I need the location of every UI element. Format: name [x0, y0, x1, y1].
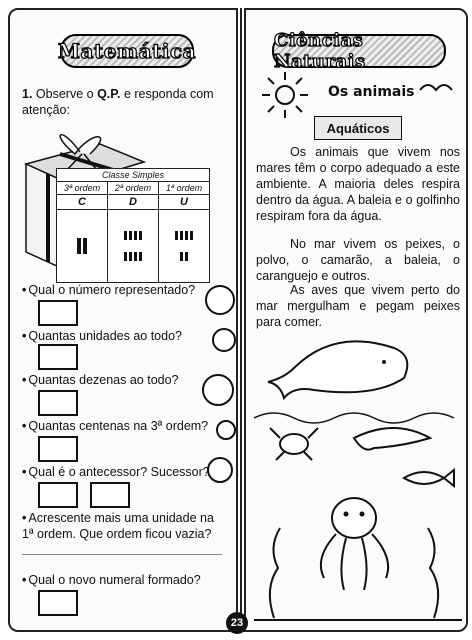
tally-bar — [129, 231, 132, 240]
dolphin-icon — [354, 428, 430, 450]
question-bullet-1: • Qual o número representado? — [22, 283, 196, 297]
table-order-3: 3ª ordem — [57, 182, 108, 195]
tally-bar — [180, 252, 183, 261]
math-column — [10, 10, 238, 630]
question-5-label: Qual é o antecessor? Sucessor? — [28, 465, 210, 479]
table-letter-u: U — [159, 195, 210, 210]
question-bullet-2: • Quantas unidades ao todo? — [22, 329, 182, 343]
question-6-label: Acrescente mais uma unidade na 1ª ordem. Que ordem ficou vazia? — [22, 511, 214, 541]
tally-bar — [83, 238, 87, 254]
tally-bar — [180, 231, 183, 240]
question-1-bold: Q.P. — [97, 87, 121, 101]
paragraph-3: As aves que vivem perto do mar mergulham e pegam peixes para comer. — [256, 283, 460, 329]
table-letter-d: D — [108, 195, 159, 210]
table-letter-c: C — [57, 195, 108, 210]
tally-bar — [139, 252, 142, 261]
sun-icon — [260, 70, 310, 120]
question-bullet-3: • Quantas dezenas ao todo? — [22, 373, 179, 387]
question-1 — [22, 86, 234, 118]
whale-icon — [268, 341, 407, 398]
table-title: Classe Simples — [57, 169, 210, 182]
tally-bar — [175, 231, 178, 240]
tally-bar — [185, 252, 188, 261]
answer-box-4[interactable] — [38, 436, 78, 462]
paragraph-2: No mar vivem os peixes, o polvo, o camarão, a baleia, o caranguejo e outros. — [256, 237, 460, 283]
answer-box-2[interactable] — [38, 344, 78, 370]
question-1-text-b: e responda com atenção: — [22, 87, 214, 117]
answer-box-5b[interactable] — [90, 482, 130, 508]
question-1-label: Qual o número representado? — [28, 283, 196, 297]
tally-bar — [185, 231, 188, 240]
bars-c — [76, 226, 88, 266]
bars-d — [123, 226, 143, 266]
octopus-icon — [332, 498, 376, 538]
table-order-2: 2ª ordem — [108, 182, 159, 195]
math-banner: Matemática — [60, 34, 194, 68]
science-column — [250, 10, 466, 630]
question-1-number: 1. — [22, 87, 33, 101]
place-value-table — [56, 168, 210, 283]
science-banner: Ciências Naturais — [272, 34, 446, 68]
tally-bar — [134, 231, 137, 240]
bubbles-decoration — [200, 280, 240, 520]
tally-bar — [124, 252, 127, 261]
subsection-label: Aquáticos — [314, 116, 402, 140]
tally-bar — [77, 238, 81, 254]
question-bullet-6: • Acrescente mais uma unidade na 1ª ordem. Que ordem ficou vazia? — [22, 511, 214, 541]
question-1-text-a: Observe o — [35, 87, 98, 101]
section-title: Os animais — [328, 84, 415, 100]
table-order-1: 1ª ordem — [159, 182, 210, 195]
question-bullet-7: • Qual o novo numeral formado? — [22, 573, 201, 587]
paragraph-1: Os animais que vivem nos mares têm o corpo adequado a este ambiente. A maioria deles respira dentro da água. A baleia e o golfinho respiram fora da água. — [256, 145, 460, 223]
tally-bar — [134, 252, 137, 261]
answer-box-5a[interactable] — [38, 482, 78, 508]
answer-box-3[interactable] — [38, 390, 78, 416]
question-bullet-5: • Qual é o antecessor? Sucessor? — [22, 465, 210, 479]
bird-icon — [418, 76, 458, 106]
table-cell-d — [108, 210, 159, 283]
fish-icon — [404, 470, 454, 486]
bars-u — [174, 226, 194, 266]
answer-box-1[interactable] — [38, 300, 78, 326]
table-cell-c — [57, 210, 108, 283]
answer-box-7[interactable] — [38, 590, 78, 616]
crab-icon — [280, 434, 308, 454]
tally-bar — [139, 231, 142, 240]
page-number: 23 — [226, 612, 248, 634]
tally-bar — [124, 231, 127, 240]
question-3-label: Quantas dezenas ao todo? — [28, 373, 179, 387]
column-divider — [236, 8, 246, 628]
question-4-label: Quantas centenas na 3ª ordem? — [28, 419, 209, 433]
question-2-label: Quantas unidades ao todo? — [28, 329, 182, 343]
question-7-label: Qual o novo numeral formado? — [28, 573, 201, 587]
question-bullet-4: • Quantas centenas na 3ª ordem? — [22, 419, 209, 433]
answer-line-6[interactable] — [22, 554, 222, 555]
sea-animals-illustration — [254, 328, 462, 624]
table-cell-u — [159, 210, 210, 283]
tally-bar — [129, 252, 132, 261]
tally-bar — [190, 231, 193, 240]
